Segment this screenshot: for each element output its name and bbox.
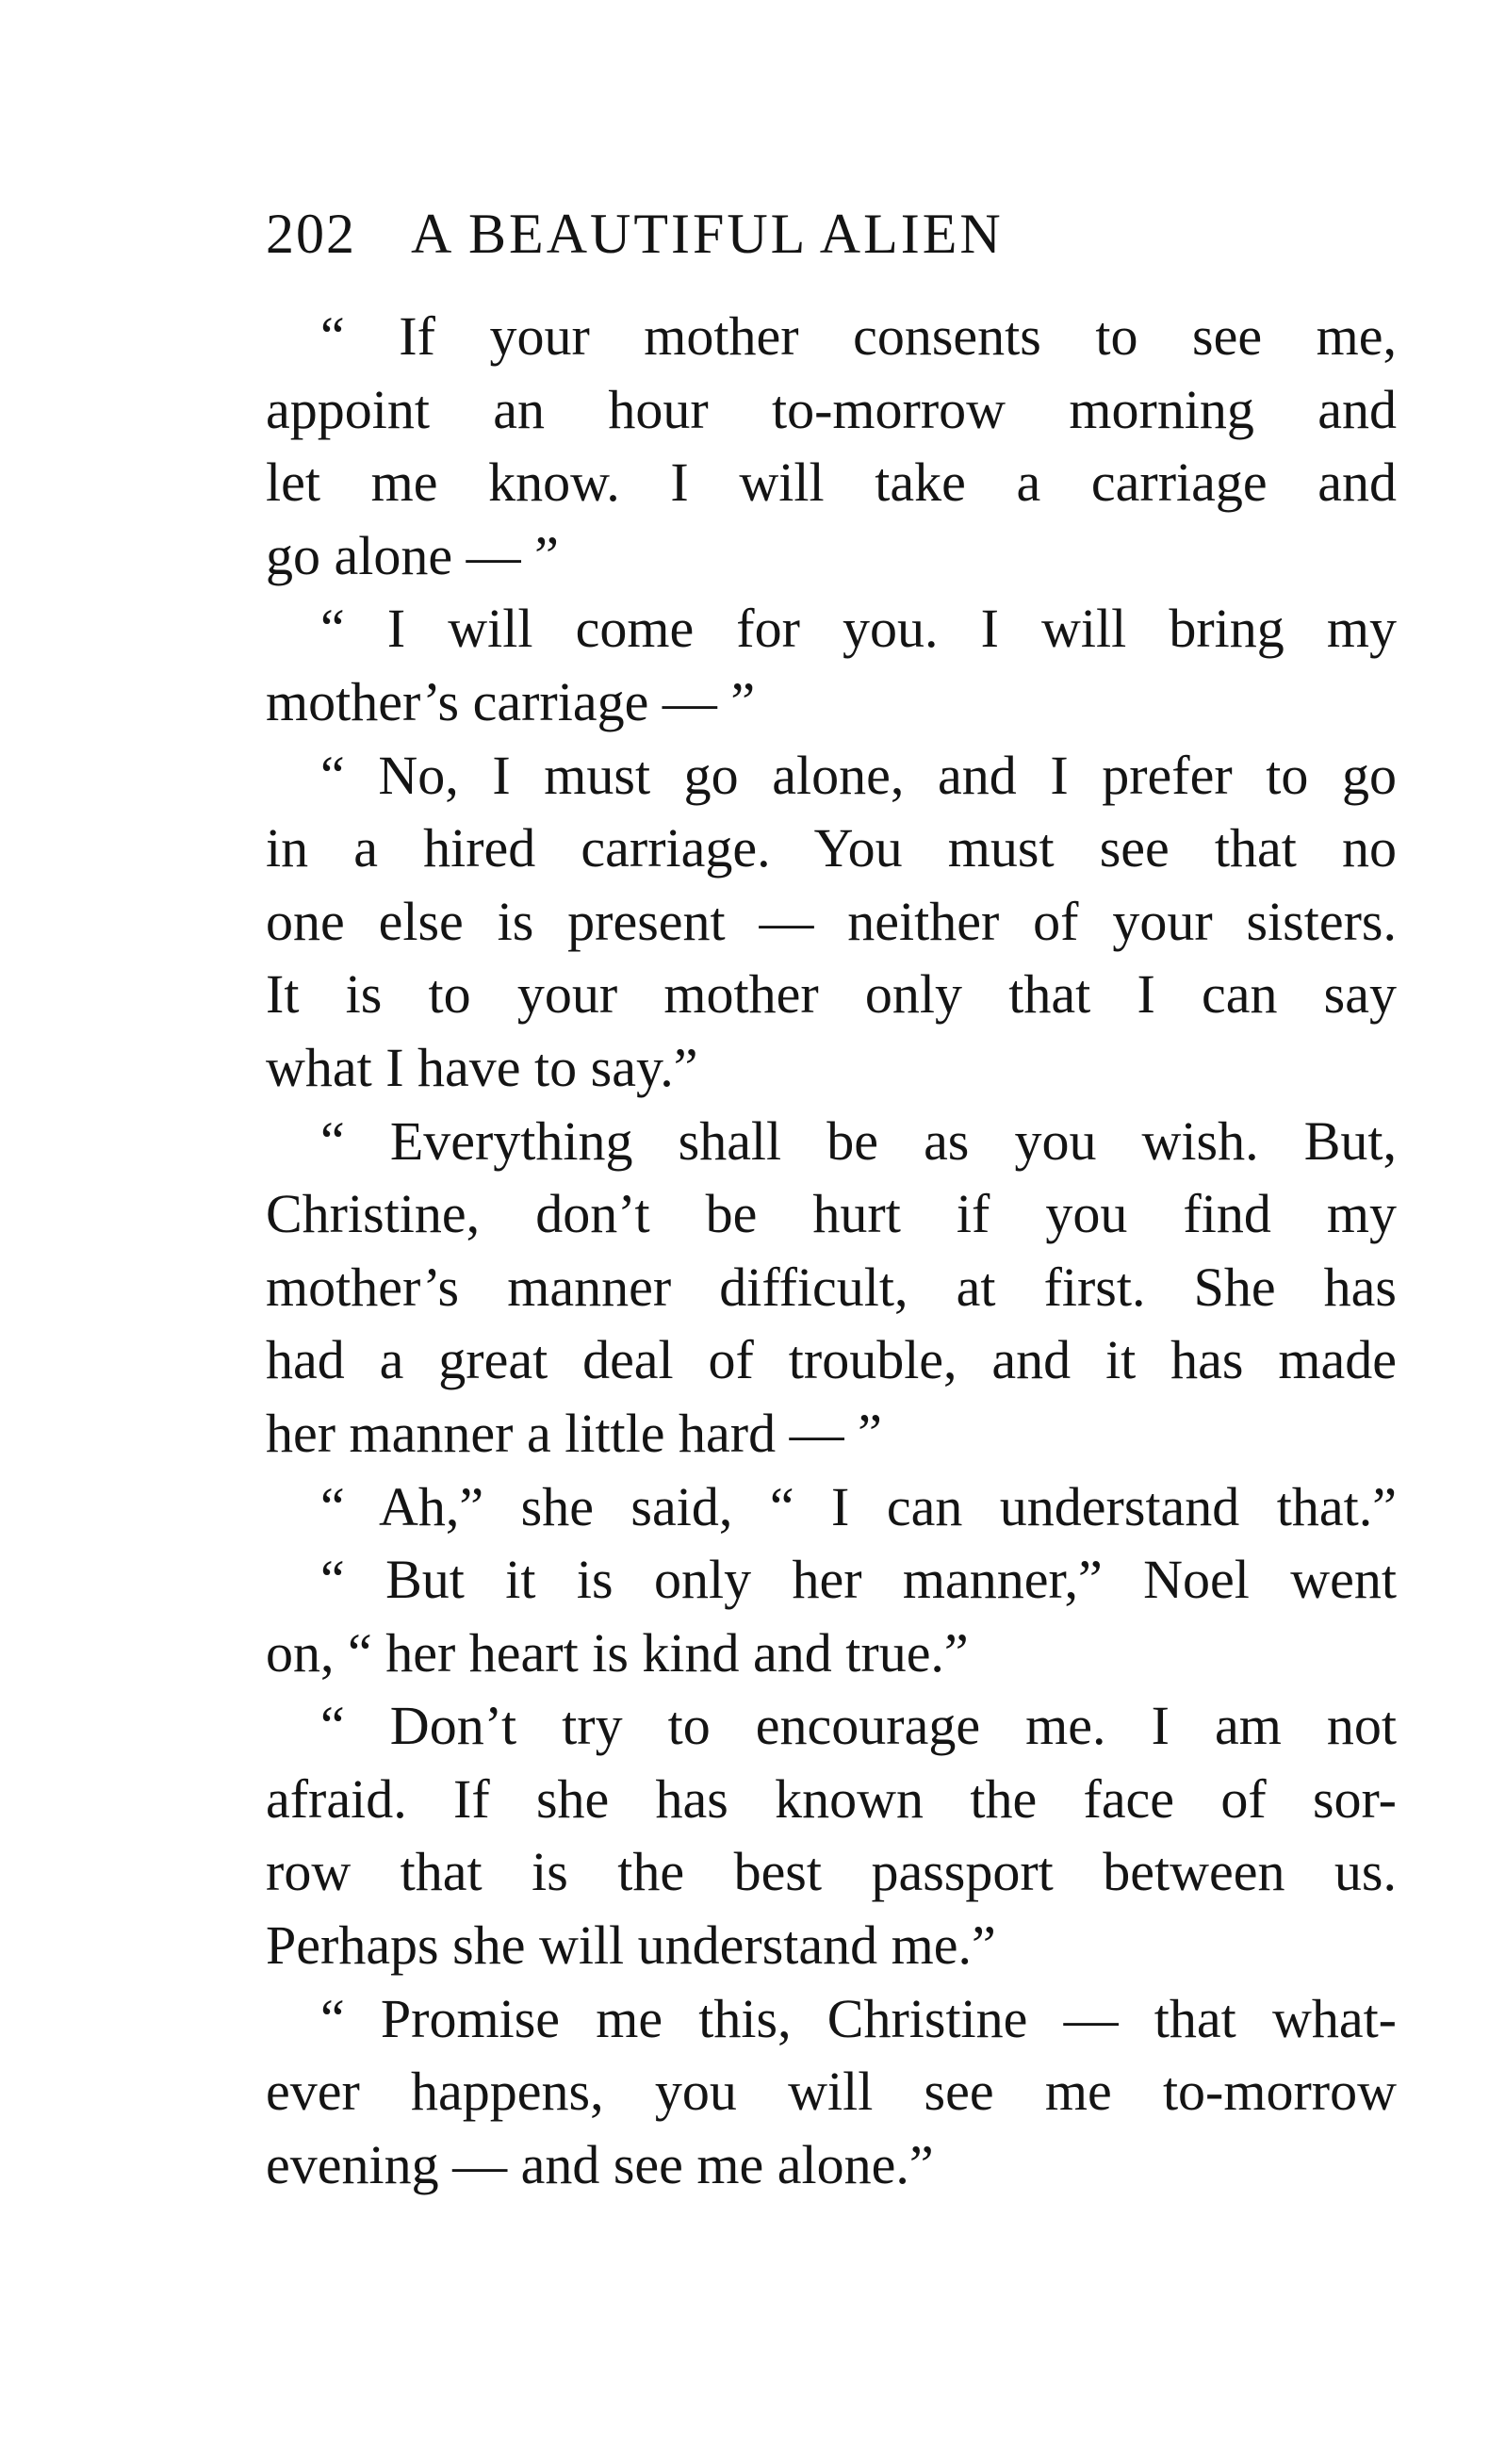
text-line: “ No, I must go alone, and I prefer to go — [320, 744, 1397, 806]
text-line: “ Don’t try to encourage me. I am not — [320, 1695, 1397, 1757]
page-number: 202 — [266, 203, 356, 265]
text-line: Perhaps she will understand me.” — [266, 1914, 996, 1977]
text-line: her manner a little hard — ” — [266, 1402, 882, 1464]
text-line: let me know. I will take a carriage and — [266, 452, 1397, 514]
text-line: on, “ her heart is kind and true.” — [266, 1621, 969, 1684]
text-line: had a great deal of trouble, and it has made — [266, 1329, 1397, 1391]
text-line: “ If your mother consents to see me, — [320, 305, 1397, 367]
text-line: afraid. If she has known the face of sor- — [266, 1767, 1397, 1830]
text-line: what I have to say.” — [266, 1036, 698, 1098]
text-line: evening — and see me alone.” — [266, 2133, 934, 2195]
text-line: “ Promise me this, Christine — that what- — [320, 1987, 1397, 2049]
text-line: Christine, don’t be hurt if you find my — [266, 1183, 1397, 1245]
running-title: A BEAUTIFUL ALIEN — [411, 203, 1004, 265]
text-line: go alone — ” — [266, 524, 559, 586]
text-line: It is to your mother only that I can say — [266, 963, 1397, 1026]
text-line: mother’s carriage — ” — [266, 670, 756, 732]
text-line: “ Everything shall be as you wish. But, — [320, 1109, 1397, 1172]
text-line: mother’s manner difficult, at first. She has — [266, 1256, 1397, 1318]
text-line: in a hired carriage. You must see that no — [266, 817, 1397, 879]
text-line: “ I will come for you. I will bring my — [320, 598, 1397, 660]
text-line: one else is present — neither of your sisters. — [266, 890, 1397, 952]
text-line: ever happens, you will see me to-morrow — [266, 2061, 1397, 2123]
text-line: “ Ah,” she said, “ I can understand that.” — [320, 1475, 1397, 1537]
running-head — [266, 196, 1397, 271]
body-text — [266, 300, 1397, 2201]
text-line: row that is the best passport between us. — [266, 1841, 1397, 1903]
text-line: appoint an hour to-morrow morning and — [266, 378, 1397, 440]
text-line: “ But it is only her manner,” Noel went — [320, 1549, 1397, 1611]
